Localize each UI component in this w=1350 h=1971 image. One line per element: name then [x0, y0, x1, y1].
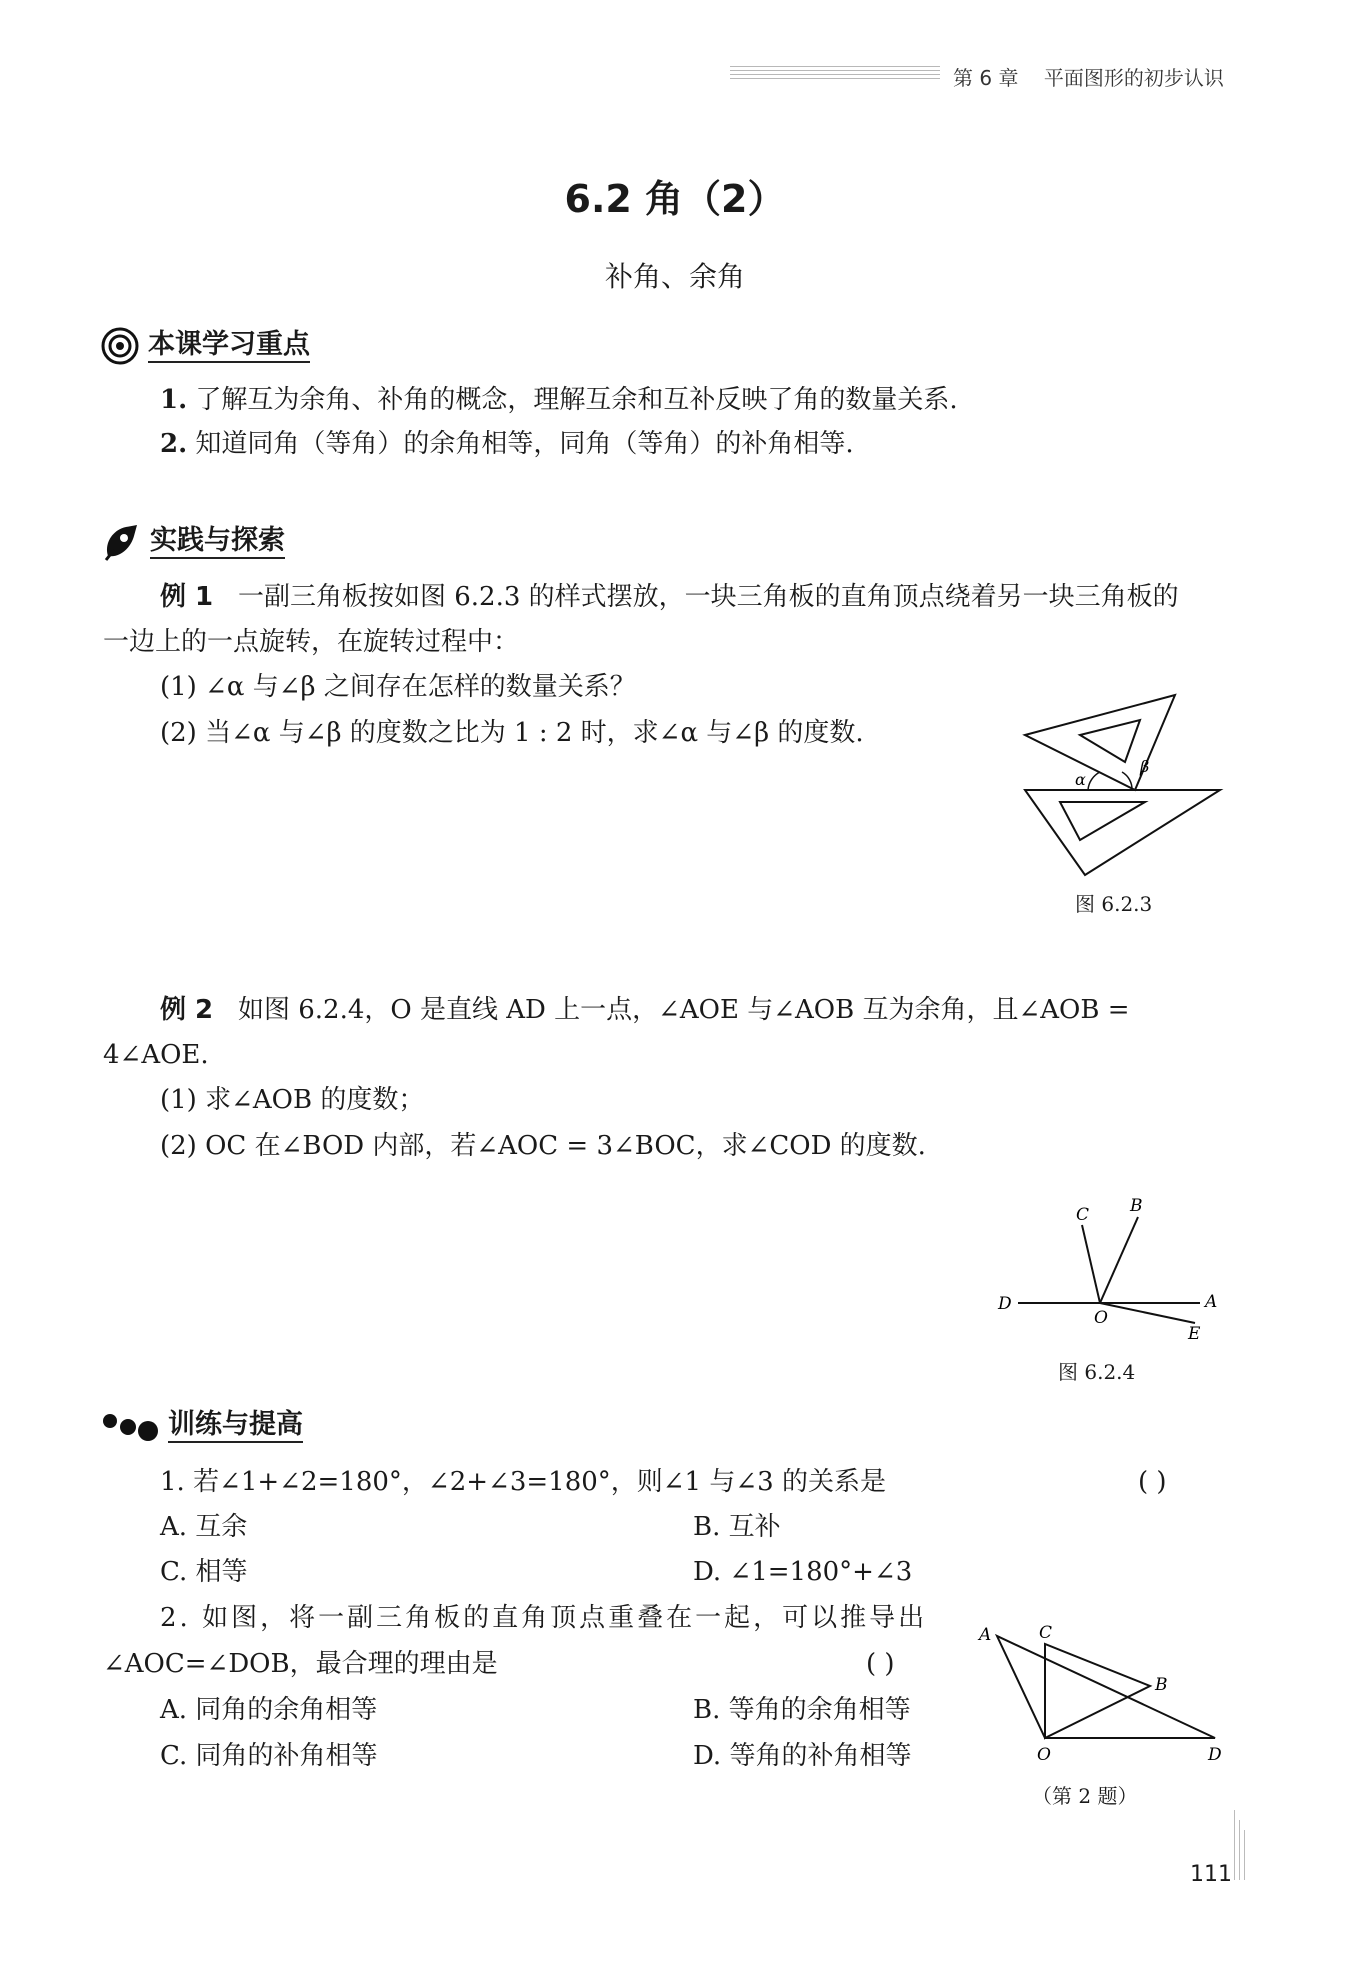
q1-option-c: C. 相等: [160, 1557, 248, 1587]
q2-option-a: A. 同角的余角相等: [160, 1695, 378, 1725]
section-practice-heading: [100, 1408, 303, 1444]
example1-line2: 一边上的一点旋转，在旋转过程中：: [103, 627, 520, 657]
target-icon: [100, 326, 140, 366]
page-number: 111: [1190, 1862, 1232, 1887]
chapter-title: 平面图形的初步认识: [1043, 66, 1224, 90]
q2-option-b: B. 等角的余角相等: [693, 1695, 911, 1725]
example2-q1: (1) 求∠AOB 的度数；: [160, 1085, 425, 1115]
point-o-label: O: [1037, 1745, 1051, 1765]
beta-label: β: [1140, 757, 1150, 776]
page-title: 6.2 角（2）: [564, 177, 786, 221]
page-subtitle: 补角、余角: [604, 260, 745, 293]
q2-option-c: C. 同角的补角相等: [160, 1741, 378, 1771]
q1-option-a: A. 互余: [160, 1512, 248, 1542]
alpha-label: α: [1075, 770, 1086, 789]
figure-6-2-4: [990, 1195, 1230, 1345]
question-1-answer-bracket[interactable]: ( ): [1138, 1467, 1167, 1497]
focus-item-num: 1.: [160, 385, 188, 415]
rocket-icon: [100, 522, 142, 562]
point-b-label: B: [1130, 1196, 1143, 1216]
section-explore-heading: [100, 524, 285, 560]
example2-line2: 4∠AOE.: [103, 1040, 209, 1070]
figure-question-2-caption: （第 2 题）: [1032, 1784, 1138, 1808]
edge-rule: [1232, 1810, 1248, 1880]
point-b-label: B: [1155, 1675, 1168, 1695]
point-d-label: D: [1208, 1745, 1222, 1765]
q1-option-b: B. 互补: [693, 1512, 781, 1542]
section-focus-title: 本课学习重点: [148, 329, 310, 363]
figure-question-2: [975, 1620, 1235, 1765]
question-2-line2: ∠AOC=∠DOB，最合理的理由是: [103, 1649, 498, 1679]
point-a-label: A: [979, 1625, 992, 1645]
example1-q1: (1) ∠α 与∠β 之间存在怎样的数量关系？: [160, 672, 636, 702]
focus-item-text: 了解互为余角、补角的概念，理解互余和互补反映了角的数量关系.: [195, 385, 958, 415]
example-text: 如图 6.2.4，O 是直线 AD 上一点，∠AOE 与∠AOB 互为余角，且∠AOB =: [237, 995, 1130, 1025]
header-rule: [730, 62, 940, 84]
section-practice-title: 训练与提高: [168, 1409, 303, 1443]
section-explore-title: 实践与探索: [150, 525, 285, 559]
focus-item-text: 知道同角（等角）的余角相等，同角（等角）的补角相等.: [195, 429, 854, 459]
q1-option-d: D. ∠1=180°+∠3: [693, 1557, 913, 1587]
point-e-label: E: [1188, 1324, 1201, 1344]
point-a-label: A: [1205, 1292, 1218, 1312]
example1-q2: (2) 当∠α 与∠β 的度数之比为 1 : 2 时，求∠α 与∠β 的度数.: [160, 718, 864, 748]
point-c-label: C: [1039, 1623, 1053, 1643]
example2-q2: (2) OC 在∠BOD 内部，若∠AOC = 3∠BOC，求∠COD 的度数.: [160, 1131, 926, 1161]
question-2-answer-bracket[interactable]: ( ): [866, 1649, 895, 1679]
figure-6-2-4-caption: 图 6.2.4: [1058, 1360, 1136, 1384]
running-header: [953, 62, 1224, 91]
example1-line1: [160, 577, 1179, 617]
question-1-stem: 1. 若∠1+∠2=180°，∠2+∠3=180°，则∠1 与∠3 的关系是: [160, 1467, 886, 1497]
example-label: 例 2: [160, 995, 214, 1025]
question-2-line1: 2. 如图，将一副三角板的直角顶点重叠在一起，可以推导出: [160, 1603, 928, 1633]
chapter-number: 第 6 章: [953, 66, 1019, 90]
upper-triangle: [1025, 695, 1175, 790]
focus-item-2: [160, 424, 854, 464]
focus-item-1: [160, 380, 958, 420]
figure-6-2-3: [1020, 690, 1230, 880]
example-label: 例 1: [160, 582, 214, 612]
example-text: 一副三角板按如图 6.2.3 的样式摆放，一块三角板的直角顶点绕着另一块三角板的: [237, 582, 1179, 612]
example2-line1: [160, 990, 1130, 1030]
dots-icon: [100, 1409, 162, 1443]
figure-6-2-3-caption: 图 6.2.3: [1075, 892, 1153, 916]
point-d-label: D: [998, 1294, 1012, 1314]
point-c-label: C: [1076, 1205, 1090, 1225]
point-o-label: O: [1094, 1308, 1108, 1328]
focus-item-num: 2.: [160, 429, 188, 459]
q2-option-d: D. 等角的补角相等: [693, 1741, 912, 1771]
section-focus-heading: [100, 328, 310, 364]
